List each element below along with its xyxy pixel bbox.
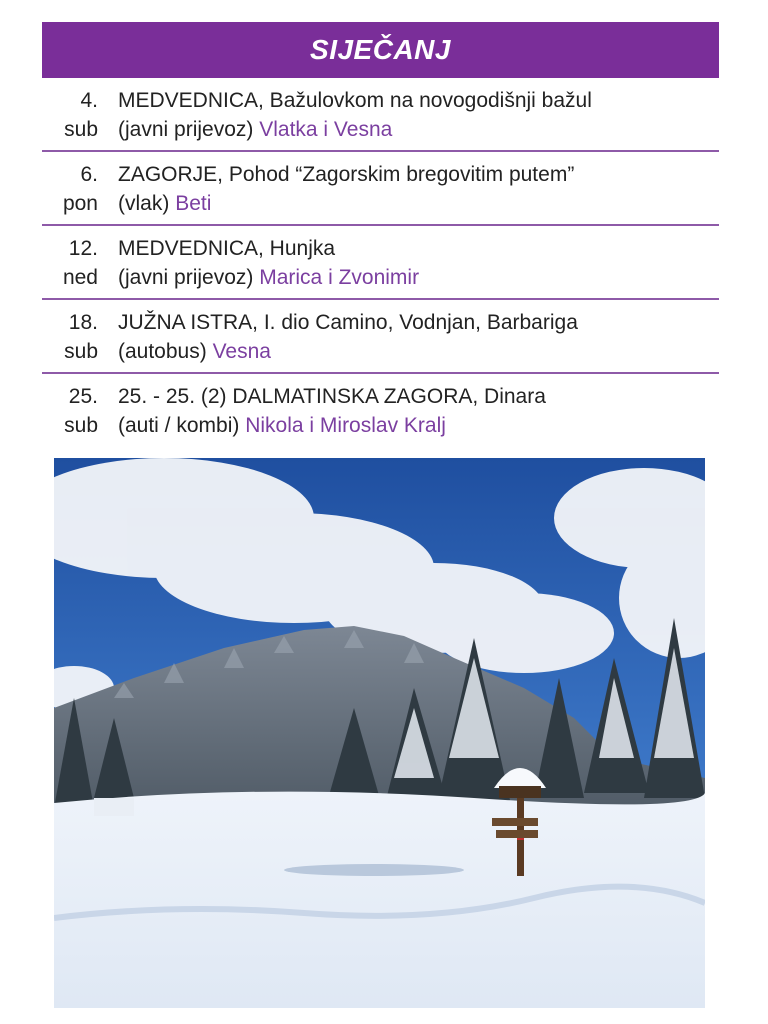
month-title: SIJEČANJ — [310, 34, 451, 65]
event-details — [118, 264, 719, 292]
event-leaders: Marica i Zvonimir — [259, 266, 420, 289]
event-leaders: Nikola i Miroslav Kralj — [245, 414, 446, 437]
event-weekday: sub — [64, 414, 98, 437]
event-row — [42, 152, 719, 226]
event-transport: (javni prijevoz) — [118, 266, 254, 289]
event-leaders: Vesna — [212, 340, 271, 363]
event-transport: (autobus) — [118, 340, 207, 363]
event-leaders: Vlatka i Vesna — [259, 118, 393, 141]
event-title: MEDVEDNICA, Bažulovkom na novogodišnji bažul — [118, 89, 592, 112]
event-title: JUŽNA ISTRA, I. dio Camino, Vodnjan, Barbariga — [118, 311, 578, 334]
winter-landscape-photo — [54, 458, 705, 1008]
event-weekday: sub — [64, 340, 98, 363]
event-day: 18. — [68, 311, 98, 334]
event-day: 6. — [80, 163, 98, 186]
event-details — [118, 338, 719, 366]
event-title: 25. - 25. (2) DALMATINSKA ZAGORA, Dinara — [118, 385, 546, 408]
event-transport: (javni prijevoz) — [118, 118, 254, 141]
event-row — [42, 374, 719, 448]
event-weekday: ned — [62, 266, 98, 289]
month-header — [42, 22, 719, 78]
event-title: MEDVEDNICA, Hunjka — [118, 237, 336, 260]
event-weekday: pon — [62, 192, 98, 215]
event-details — [118, 412, 719, 440]
event-day: 12. — [68, 237, 98, 260]
event-row — [42, 78, 719, 152]
event-details — [118, 116, 719, 144]
event-day: 4. — [80, 89, 98, 112]
event-transport: (vlak) — [118, 192, 170, 215]
event-transport: (auti / kombi) — [118, 414, 240, 437]
event-row — [42, 300, 719, 374]
event-details — [118, 190, 719, 218]
event-leaders: Beti — [175, 192, 212, 215]
event-day: 25. — [68, 385, 98, 408]
event-row — [42, 226, 719, 300]
event-title: ZAGORJE, Pohod “Zagorskim bregovitim putem” — [118, 163, 575, 186]
event-weekday: sub — [64, 118, 98, 141]
event-list — [42, 78, 719, 448]
